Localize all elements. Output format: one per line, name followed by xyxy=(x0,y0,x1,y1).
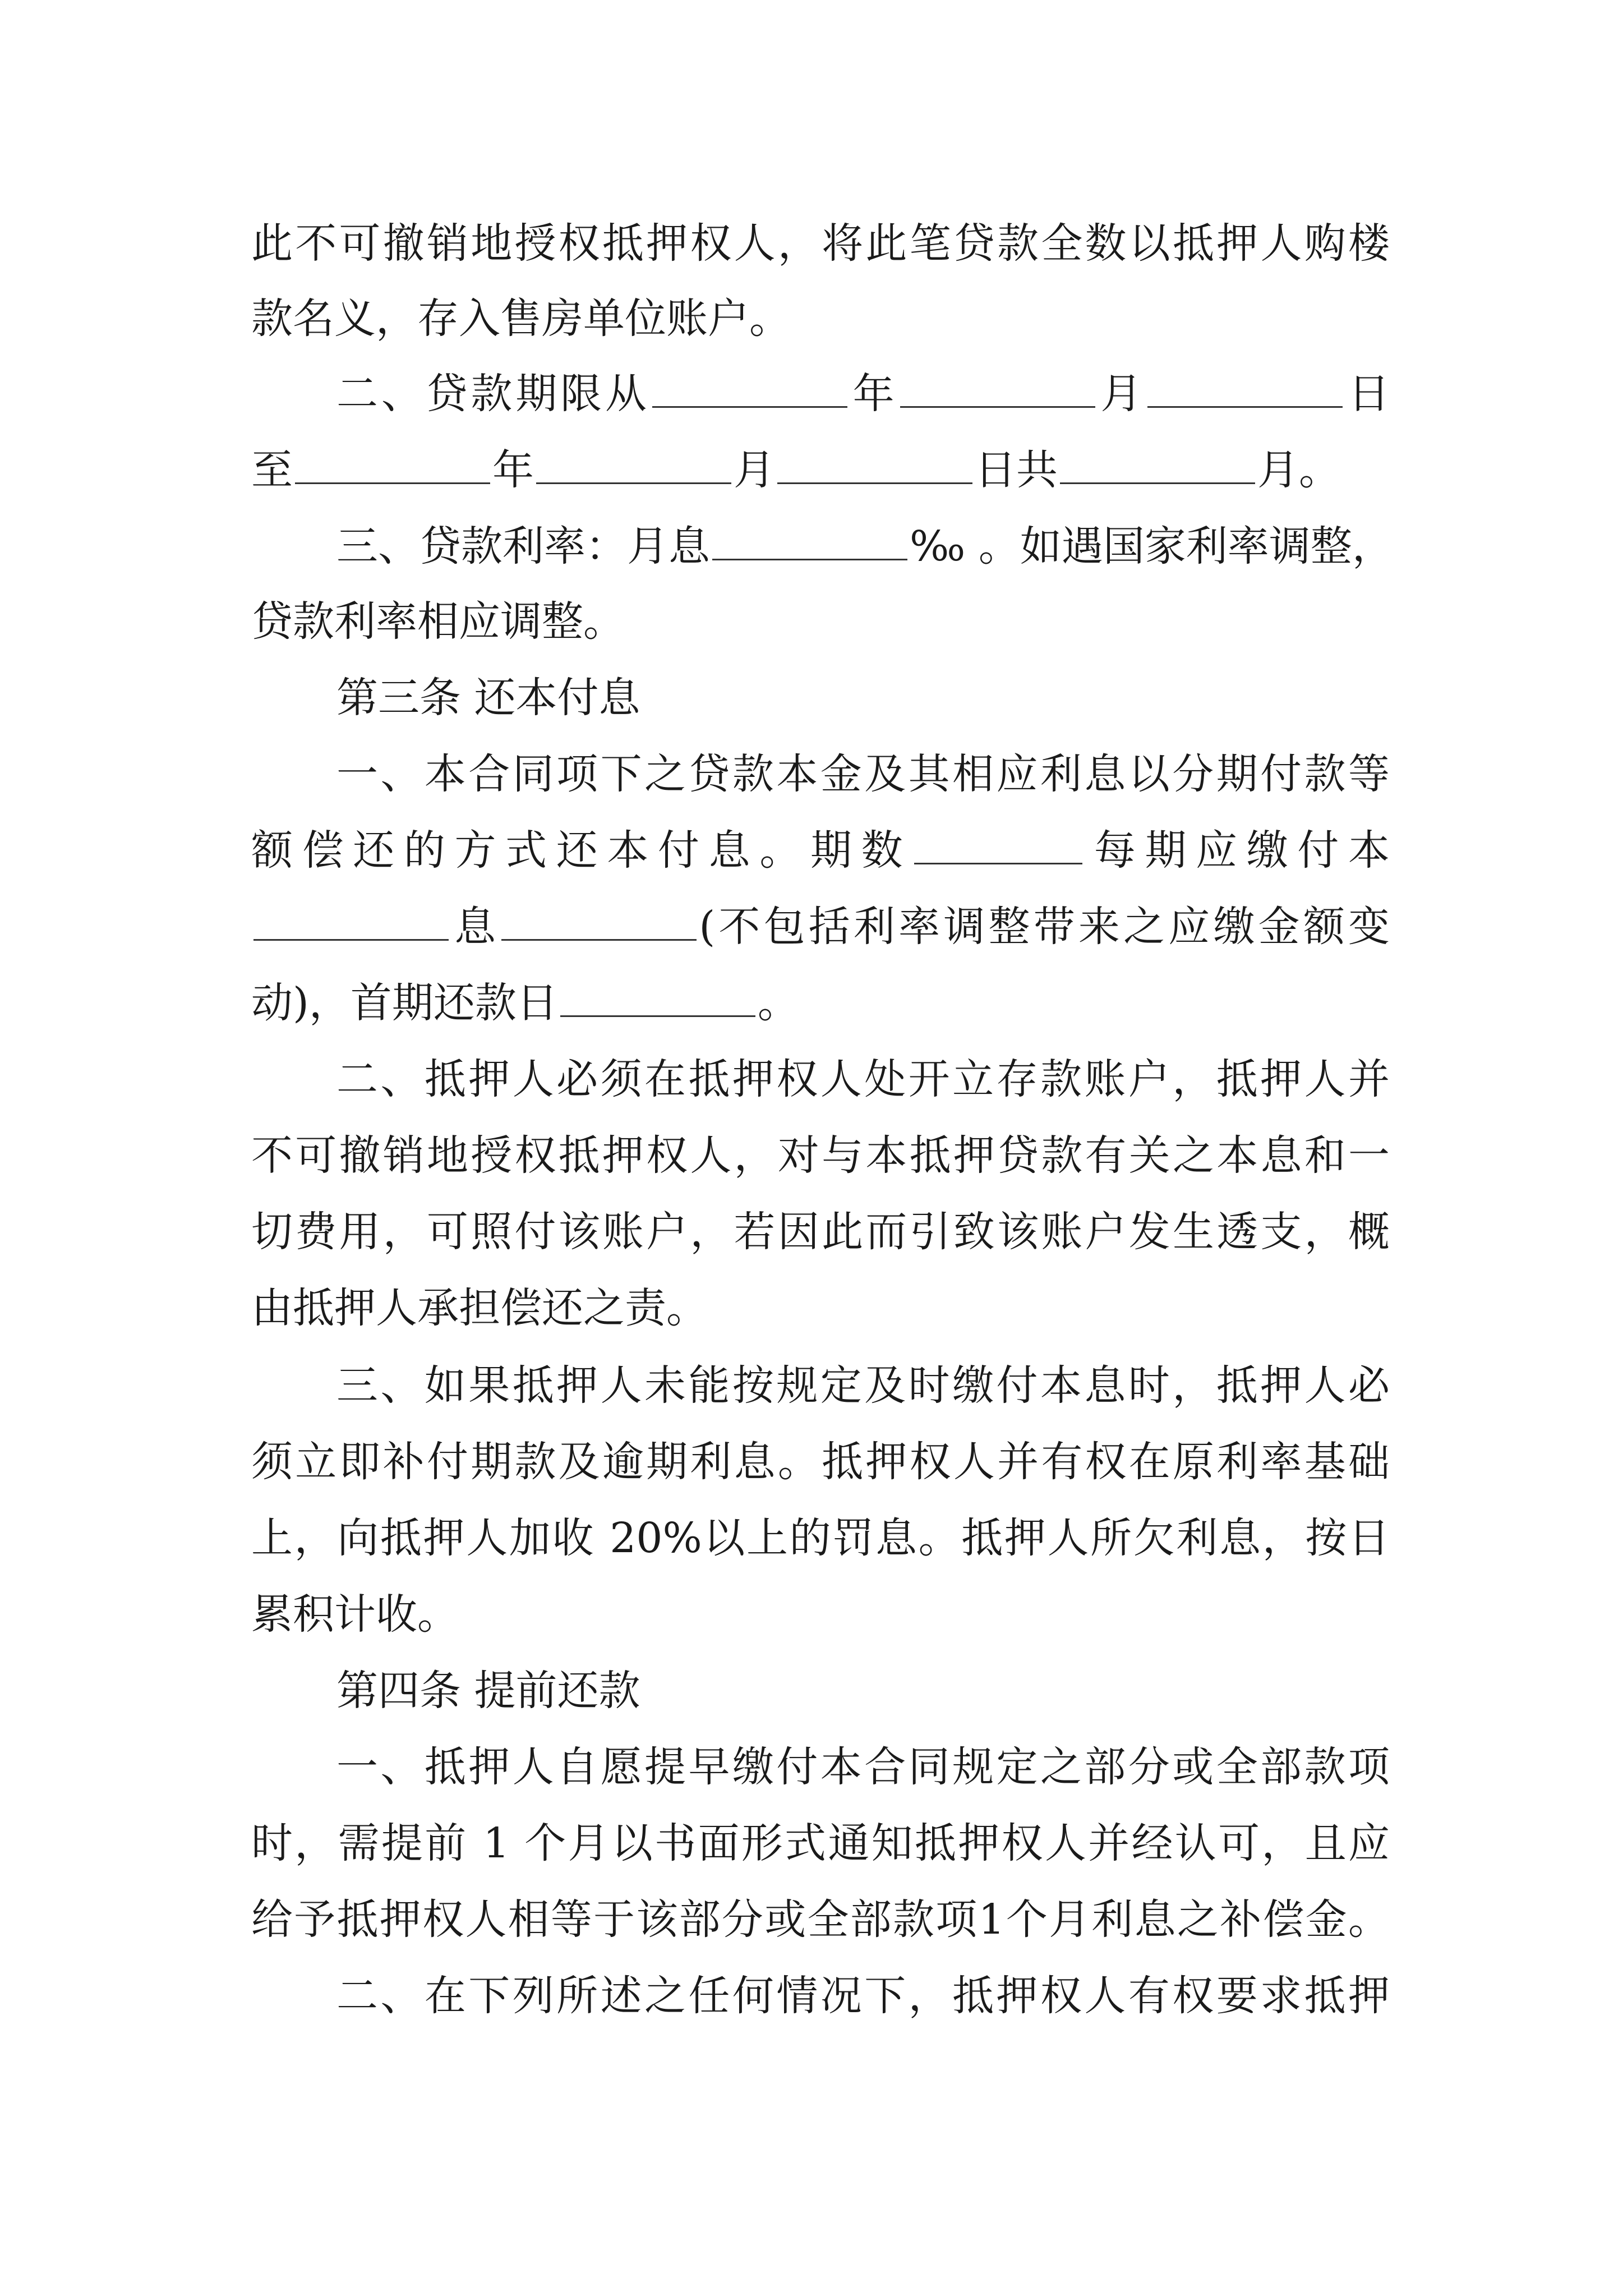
text-segment: 月 xyxy=(734,446,775,494)
text-segment: 三、贷款利率：月息 xyxy=(336,522,710,570)
fill-blank[interactable] xyxy=(914,825,1082,864)
fill-blank[interactable] xyxy=(501,901,697,941)
text-segment: 日共 xyxy=(975,446,1058,494)
fill-blank[interactable] xyxy=(253,901,449,941)
fill-blank[interactable] xyxy=(777,445,972,484)
loan-term-line xyxy=(336,356,1390,432)
text-segment: 月。 xyxy=(1257,446,1340,494)
text-segment: ‰ 。如遇国家利率调整， xyxy=(910,522,1394,570)
fill-blank[interactable] xyxy=(1147,369,1343,408)
text-segment: 年 xyxy=(849,370,898,418)
text-line: 上，向抵押人加收 20%以上的罚息。抵押人所欠利息，按日 xyxy=(251,1514,1390,1562)
text-line: 一、抵押人自愿提早缴付本合同规定之部分或全部款项 xyxy=(336,1743,1390,1791)
text-line: 贷款利率相应调整。 xyxy=(251,597,625,646)
section-heading: 第三条 还本付息 xyxy=(336,674,640,722)
text-segment: 。 xyxy=(757,979,799,1027)
text-line: 此不可撤销地授权抵押权人，将此笔贷款全数以抵押人购楼 xyxy=(251,219,1390,268)
installment-line xyxy=(251,812,1390,889)
fill-blank[interactable] xyxy=(295,445,490,484)
fill-blank[interactable] xyxy=(1060,445,1255,484)
text-line: 时，需提前 1 个月以书面形式通知抵押权人并经认可，且应 xyxy=(251,1819,1390,1867)
text-segment: 息 xyxy=(451,903,500,951)
text-line: 一、本合同项下之贷款本金及其相应利息以分期付款等 xyxy=(336,750,1390,798)
text-line: 给予抵押权人相等于该部分或全部款项1个月利息之补偿金。 xyxy=(251,1895,1390,1944)
text-segment: (不包括利率调整带来之应缴金额变 xyxy=(699,903,1390,951)
first-payment-line xyxy=(251,965,1390,1041)
text-segment: 额偿还的方式还本付息。期数 xyxy=(251,826,912,875)
fill-blank[interactable] xyxy=(652,369,847,408)
text-segment: 日 xyxy=(1345,370,1390,418)
fill-blank[interactable] xyxy=(900,369,1095,408)
text-segment: 月 xyxy=(1097,370,1146,418)
text-line: 由抵押人承担偿还之责。 xyxy=(251,1284,708,1332)
text-line: 切费用，可照付该账户，若因此而引致该账户发生透支，概 xyxy=(251,1208,1390,1256)
text-line: 不可撤销地授权抵押权人，对与本抵押贷款有关之本息和一 xyxy=(251,1131,1390,1180)
fill-blank[interactable] xyxy=(560,978,755,1017)
text-line: 二、抵押人必须在抵押权人处开立存款账户，抵押人并 xyxy=(336,1055,1390,1103)
text-segment: 每期应缴付本 xyxy=(1085,826,1390,875)
loan-term-end-line xyxy=(251,432,1390,508)
text-line: 款名义，存入售房单位账户。 xyxy=(251,295,791,343)
fill-blank[interactable] xyxy=(536,445,731,484)
text-line: 三、如果抵押人未能按规定及时缴付本息时，抵押人必 xyxy=(336,1361,1390,1410)
text-segment: 二、贷款期限从 xyxy=(336,370,650,418)
text-segment: 动)，首期还款日 xyxy=(251,979,558,1027)
text-line: 二、在下列所述之任何情况下，抵押权人有权要求抵押 xyxy=(336,1972,1390,2020)
interest-rate-line xyxy=(336,508,1394,585)
text-line: 累积计收。 xyxy=(251,1590,459,1639)
text-line: 须立即补付期款及逾期利息。抵押权人并有权在原利率基础 xyxy=(251,1438,1390,1486)
fill-blank[interactable] xyxy=(712,521,907,560)
section-heading: 第四条 提前还款 xyxy=(336,1667,640,1715)
text-segment: 至 xyxy=(251,446,293,494)
text-segment: 年 xyxy=(492,446,534,494)
installment-interest-line xyxy=(251,889,1390,965)
